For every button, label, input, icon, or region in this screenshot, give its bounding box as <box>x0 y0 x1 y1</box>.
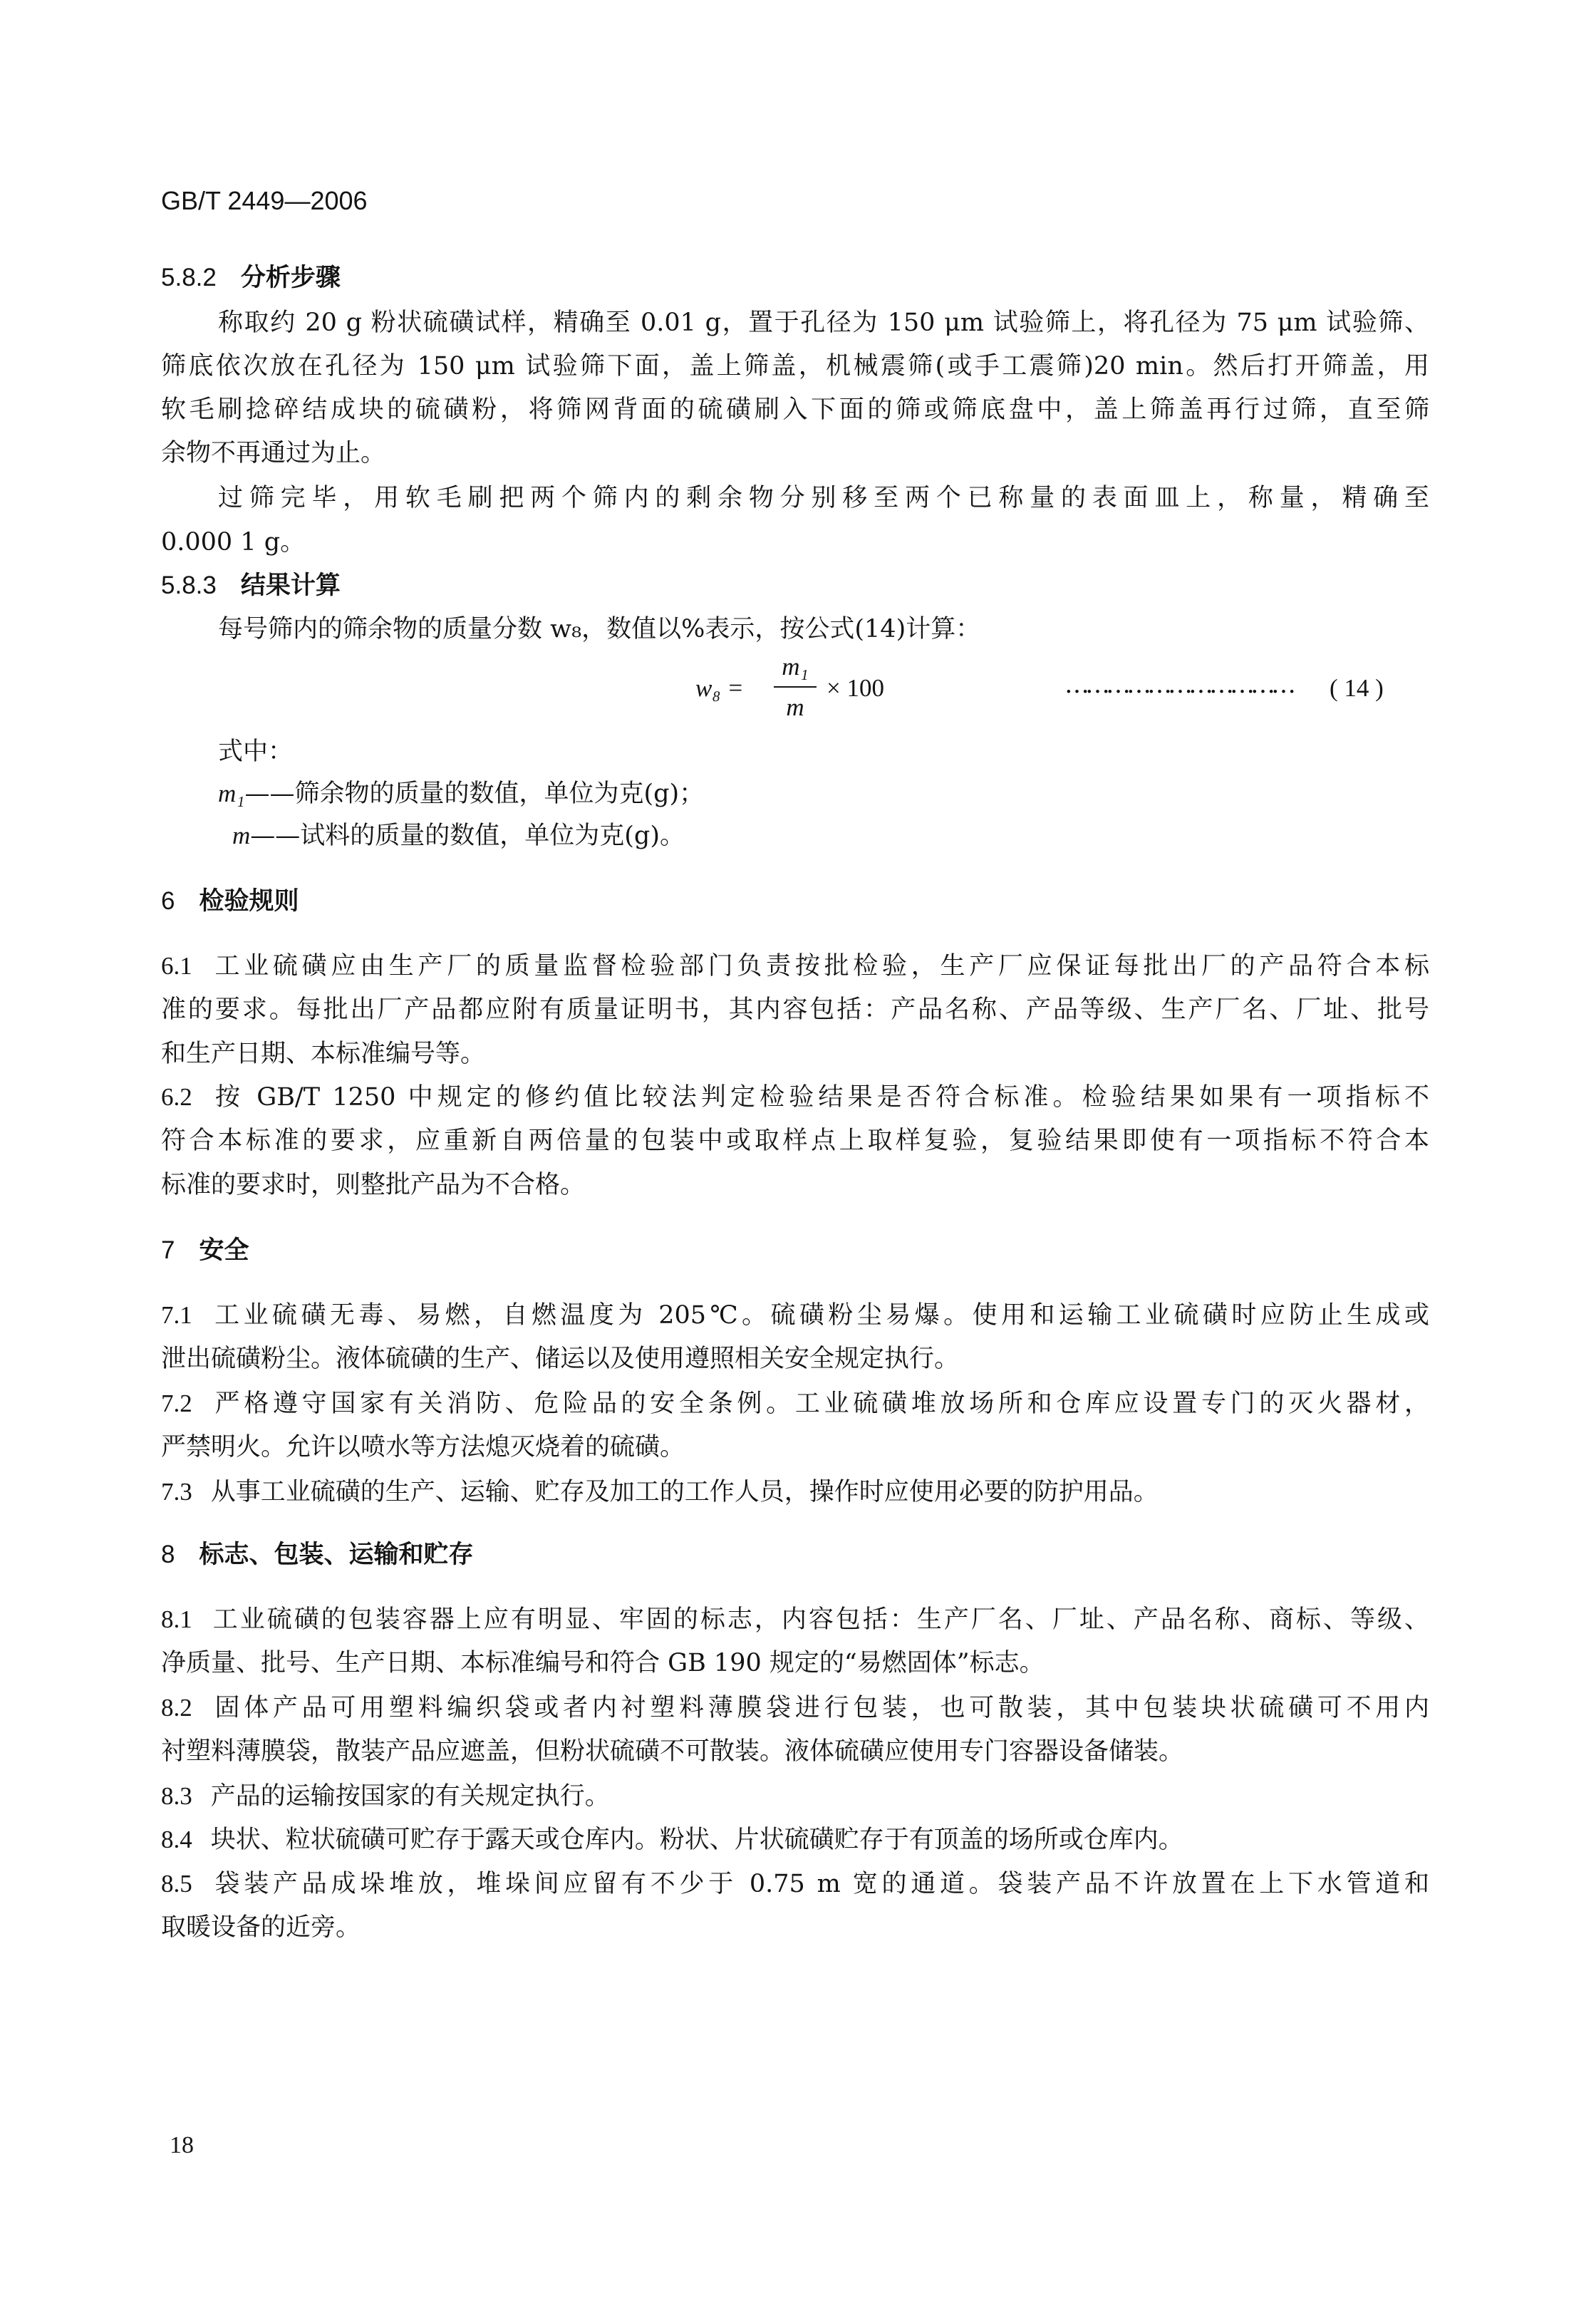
section-7-heading <box>161 1238 249 1263</box>
clause-number: 8.1 <box>161 1605 192 1633</box>
variable-symbol: m₁ <box>218 780 245 807</box>
variable-description: ——筛余物的质量的数值，单位为克(g)； <box>244 780 705 808</box>
clause-line <box>161 1607 1429 1632</box>
section-number: 8 <box>161 1541 175 1568</box>
clause-text: 袋装产品成垛堆放，堆垛间应留有不少于 0.75 m 宽的通道。袋装产品不许放置在上下水管道和 <box>210 1870 1429 1898</box>
paragraph-line: 筛底依次放在孔径为 150 μm 试验筛下面，盖上筛盖，机械震筛(或手工震筛)20 min。然后打开筛盖，用 <box>161 352 1429 381</box>
clause-text: 工业硫磺无毒、易燃，自燃温度为 205℃。硫磺粉尘易爆。使用和运输工业硫磺时应防止生成或 <box>210 1301 1429 1330</box>
paragraph-line: 余物不再通过为止。 <box>161 439 386 467</box>
section-5-8-2-heading <box>161 265 341 291</box>
clause-number: 8.5 <box>161 1870 192 1898</box>
clause-text: 从事工业硫磺的生产、运输、贮存及加工的工作人员，操作时应使用必要的防护用品。 <box>210 1478 1159 1506</box>
clause-line <box>161 1784 610 1809</box>
clause-line: 符合本标准的要求，应重新自两倍量的包装中或取样点上取样复验，复验结果即使有一项指标不符合本 <box>161 1127 1429 1155</box>
clause-number: 8.3 <box>161 1782 192 1810</box>
clause-text: 工业硫磺应由生产厂的质量监督检验部门负责按批检验，生产厂应保证每批出厂的产品符合本标 <box>210 952 1429 980</box>
clause-line: 严禁明火。允许以喷水等方法熄灭烧着的硫磺。 <box>161 1433 685 1461</box>
clause-line <box>161 1303 1429 1328</box>
variable-symbol: m <box>232 822 251 849</box>
section-number: 5.8.2 <box>161 264 217 291</box>
fraction-bar <box>774 686 817 688</box>
section-number: 6 <box>161 887 175 915</box>
paragraph-line: 软毛刷捻碎结成块的硫磺粉，将筛网背面的硫磺刷入下面的筛或筛底盘中，盖上筛盖再行过筛，直至筛 <box>161 395 1429 424</box>
section-title: 分析步骤 <box>240 264 341 292</box>
where-label: 式中： <box>218 738 294 766</box>
section-title: 检验规则 <box>199 887 299 916</box>
formula-rhs: × 100 <box>826 674 884 702</box>
clause-line <box>161 1391 1429 1417</box>
clause-line: 和生产日期、本标准编号等。 <box>161 1040 486 1068</box>
variable-definition <box>232 823 685 849</box>
clause-line <box>161 1479 1159 1505</box>
clause-text: 严格遵守国家有关消防、危险品的安全条例。工业硫磺堆放场所和仓库应设置专门的灭火器材， <box>210 1390 1429 1418</box>
clause-text: 工业硫磺的包装容器上应有明显、牢固的标志，内容包括：生产厂名、厂址、产品名称、商标、等级、 <box>210 1605 1429 1634</box>
clause-number: 6.2 <box>161 1083 192 1111</box>
clause-line <box>161 1871 1429 1897</box>
section-6-heading <box>161 889 299 914</box>
clause-number: 8.2 <box>161 1694 192 1722</box>
formula-intro: 每号筛内的筛余物的质量分数 w₈，数值以%表示，按公式(14)计算： <box>218 615 981 643</box>
variable-description: ——试料的质量的数值，单位为克(g)。 <box>250 822 685 850</box>
clause-line <box>161 1827 1183 1853</box>
variable-definition <box>218 781 704 807</box>
page-number: 18 <box>170 2132 194 2158</box>
clause-line: 标准的要求时，则整批产品为不合格。 <box>161 1171 586 1199</box>
paragraph-line: 称取约 20 g 粉状硫磺试样，精确至 0.01 g，置于孔径为 150 μm 试验筛上，将孔径为 75 μm 试验筛、 <box>218 309 1429 337</box>
clause-line: 取暖设备的近旁。 <box>161 1913 361 1942</box>
clause-text: 产品的运输按国家的有关规定执行。 <box>210 1782 610 1811</box>
section-title: 结果计算 <box>240 571 341 600</box>
clause-line: 净质量、批号、生产日期、本标准编号和符合 GB 190 规定的“易燃固体”标志。 <box>161 1649 1045 1677</box>
clause-number: 7.1 <box>161 1301 192 1329</box>
clause-text: 块状、粒状硫磺可贮存于露天或仓库内。粉状、片状硫磺贮存于有顶盖的场所或仓库内。 <box>210 1826 1183 1854</box>
clause-line: 泄出硫磺粉尘。液体硫磺的生产、储运以及使用遵照相关安全规定执行。 <box>161 1345 960 1373</box>
formula-lhs: w₈ = <box>695 674 744 702</box>
section-5-8-3-heading <box>161 573 341 599</box>
clause-number: 8.4 <box>161 1826 192 1853</box>
section-number: 5.8.3 <box>161 571 217 599</box>
formula-number: ( 14 ) <box>1330 674 1384 702</box>
formula-leader-dots: …………………………… <box>1064 671 1292 699</box>
standard-code-header: GB/T 2449—2006 <box>161 186 368 215</box>
section-8-heading <box>161 1542 473 1568</box>
paragraph-line: 过筛完毕，用软毛刷把两个筛内的剩余物分别移至两个已称量的表面皿上，称量，精确至 <box>218 484 1429 512</box>
section-title: 安全 <box>199 1236 249 1265</box>
section-number: 7 <box>161 1236 175 1264</box>
clause-number: 6.1 <box>161 952 192 980</box>
clause-number: 7.3 <box>161 1478 192 1506</box>
formula-numerator: m₁ <box>782 653 809 681</box>
clause-line: 准的要求。每批出厂产品都应附有质量证明书，其内容包括：产品名称、产品等级、生产厂名、厂址、批号 <box>161 995 1429 1024</box>
formula-denominator: m <box>786 693 804 721</box>
clause-text: 按 GB/T 1250 中规定的修约值比较法判定检验结果是否符合标准。检验结果如果有一项指标不 <box>210 1083 1429 1112</box>
clause-line <box>161 1695 1429 1721</box>
clause-number: 7.2 <box>161 1390 192 1417</box>
clause-line <box>161 1085 1429 1110</box>
clause-line: 衬塑料薄膜袋，散装产品应遮盖，但粉状硫磺不可散装。液体硫磺应使用专门容器设备储装。 <box>161 1737 1184 1766</box>
section-title: 标志、包装、运输和贮存 <box>199 1541 474 1569</box>
paragraph-line: 0.000 1 g。 <box>161 528 306 557</box>
clause-line <box>161 953 1429 979</box>
clause-text: 固体产品可用塑料编织袋或者内衬塑料薄膜袋进行包装，也可散装，其中包装块状硫磺可不用内 <box>210 1694 1429 1722</box>
